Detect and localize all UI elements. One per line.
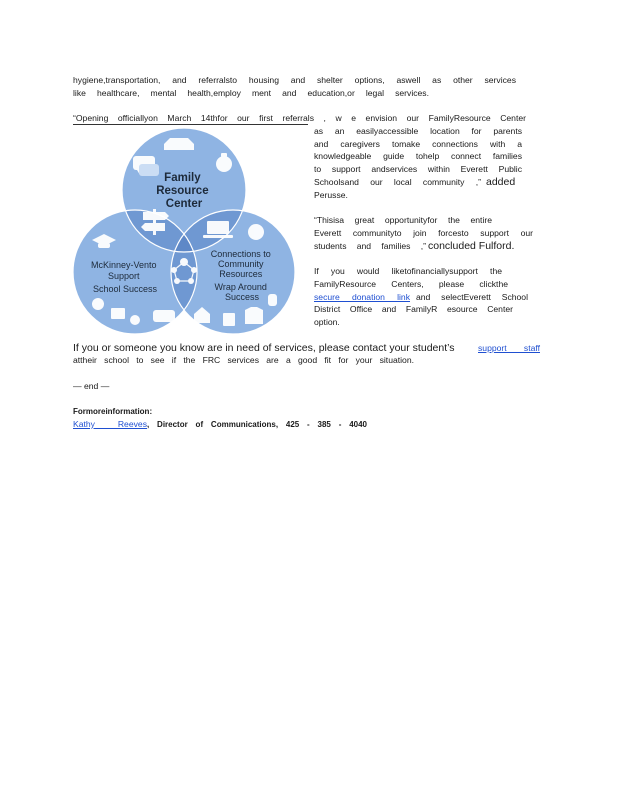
- intro-line-1: hygiene,transportation, and referralsto housing and shelter options, aswell as other services: [73, 75, 516, 85]
- end-marker: — end —: [73, 381, 110, 391]
- venn-right-label-2: Community: [217, 259, 264, 269]
- venn-left-label-1: McKinney-Vento: [90, 260, 157, 270]
- venn-top-label-3: Center: [165, 198, 203, 210]
- quote1-attribution: Perusse.: [314, 190, 348, 200]
- venn-right-label-1: Connections to: [210, 249, 271, 259]
- kathy-reeves-link[interactable]: Kathy Reeves: [73, 419, 147, 429]
- more-info-heading: Formoreinformation:: [73, 407, 153, 416]
- contact-line-2: attheir school to see if the FRC services are a good fit for your situation.: [73, 355, 414, 365]
- venn-diagram: [73, 124, 305, 336]
- venn-top-label-1: Family: [164, 172, 201, 184]
- venn-right-label-5: Success: [224, 292, 260, 302]
- quote1-lead-line: “Opening officiallyon March 14thfor our first referrals , w e envision our FamilyResource Center: [73, 113, 526, 123]
- quote1-line-4: to support andservices within Everett Public: [314, 164, 522, 174]
- handshake-icon: [164, 138, 194, 150]
- quote2-concluded: concluded Fulford.: [428, 240, 515, 252]
- contact-details: , Director of Communications, 425 - 385 - 4040: [147, 420, 367, 429]
- venn-svg: [73, 124, 305, 336]
- grocery-bag-icon: [223, 313, 235, 326]
- bus-icon: [153, 310, 175, 322]
- hand-icon: [268, 294, 277, 306]
- gears-icon: [92, 298, 104, 310]
- quote2-line-2: Everett communityto join forcesto support our: [314, 228, 533, 238]
- books-icon: [111, 308, 125, 319]
- quote1-line-1: as an easilyaccessible location for parents: [314, 126, 522, 136]
- venn-top-label-2: Resource: [156, 185, 209, 197]
- secure-donation-link[interactable]: secure donation link: [314, 292, 410, 302]
- people-icon: [130, 315, 140, 325]
- venn-right-label-3: Resources: [219, 269, 263, 279]
- heart-hands-icon: [248, 224, 264, 240]
- venn-left-label-3: School Success: [92, 284, 158, 294]
- quote1-line-2: and caregivers tomake connections with a: [314, 139, 522, 149]
- donate-line-5: option.: [314, 317, 340, 327]
- intro-line-2: like healthcare, mental health,employ ment and education,or legal services.: [73, 88, 429, 98]
- donate-line-2: FamilyResource Centers, please clickthe: [314, 279, 508, 289]
- donate-line-3: and selectEverett School: [416, 292, 528, 302]
- quote2-line-1: “Thisisa great opportunityfor the entire: [314, 215, 492, 225]
- shirt-icon: [245, 307, 263, 324]
- quote1-line-3: knowledgeable guide tohelp connect families: [314, 151, 522, 161]
- donate-line-1: If you would liketofinanciallysupport the: [314, 266, 502, 276]
- quote2-line-3: students and families ,”: [314, 241, 426, 251]
- quote1-line-5: Schoolsand our local community ,”: [314, 177, 481, 187]
- laptop-icon: [203, 221, 233, 238]
- venn-left-label-2: Support: [107, 271, 140, 281]
- contact-line-1: If you or someone you know are in need of services, please contact your student’s: [73, 342, 455, 354]
- quote1-added: added: [486, 176, 516, 188]
- donate-line-4: District Office and FamilyR esource Center: [314, 304, 513, 314]
- venn-right-label-4: Wrap Around: [214, 282, 267, 292]
- support-staff-link[interactable]: support staff: [478, 343, 540, 353]
